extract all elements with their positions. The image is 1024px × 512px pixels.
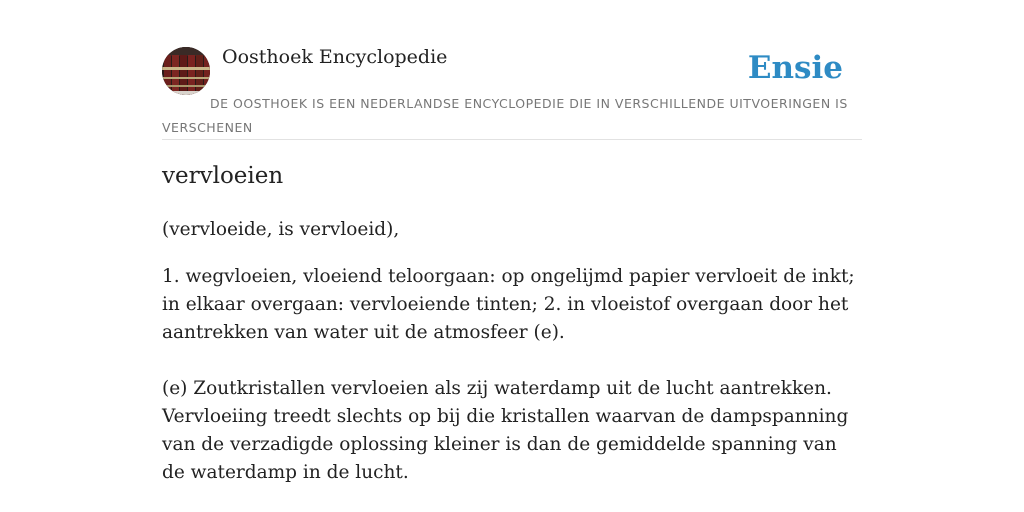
entry-definition: 1. wegvloeien, vloeiend teloorgaan: op ongelijmd papier vervloeit de inkt; in elkaar overgaan: vervloeiende tinten; 2. in vloeistof overgaan door het aantrekken van water uit de atmosfeer (e).: [162, 266, 855, 343]
source-avatar[interactable]: [162, 47, 210, 95]
entry-title: vervloeien: [162, 163, 284, 189]
book-spines-icon: [162, 47, 210, 95]
source-title[interactable]: Oosthoek Encyclopedie: [222, 46, 448, 68]
source-header: [162, 46, 862, 140]
source-subtitle: DE OOSTHOEK IS EEN NEDERLANDSE ENCYCLOPEDIE DIE IN VERSCHILLENDE UITVOERINGEN IS VERSCHENEN: [162, 96, 848, 135]
entry-content: [162, 216, 862, 487]
header-divider: [162, 139, 862, 140]
entry-note: (e) Zoutkristallen vervloeien als zij waterdamp uit de lucht aantrekken. Vervloeiing treedt slechts op bij die kristallen waarvan de dampspanning van de verzadigde oplossing kleiner is dan de gemiddelde spanning van de waterdamp in de lucht.: [162, 378, 849, 483]
brand-logo[interactable]: Ensie: [747, 50, 843, 86]
entry-forms: (vervloeide, is vervloeid),: [162, 219, 400, 240]
